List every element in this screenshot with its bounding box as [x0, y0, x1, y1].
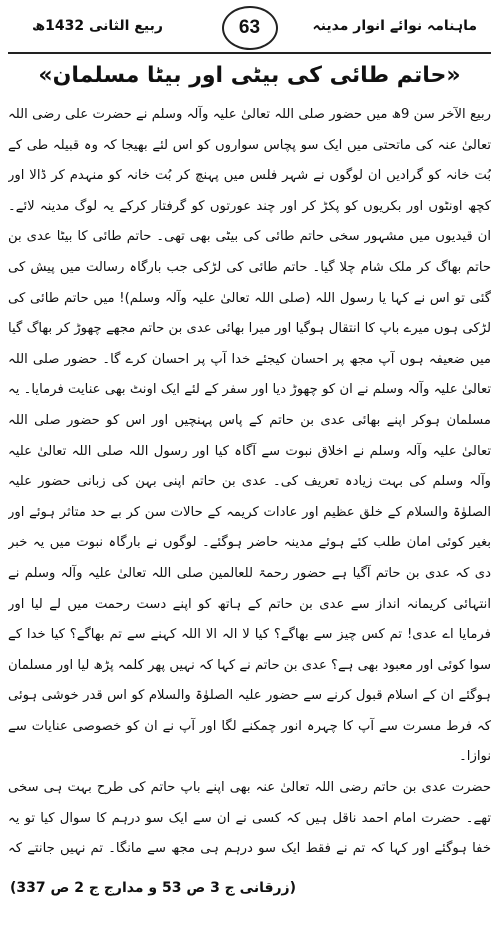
body-paragraph: ربیع الآخر سن 9ھ میں حضور صلی اللہ تعالیٰ علیہ وآلہ وسلم نے حضرت علی رضی اللہ تعالیٰ عنہ کی ماتحتی میں ایک سو پچاس سواروں کو اس لئے بھیجا کہ وہ قبیلہ طی کے بُت خانہ کو گرادیں ان لوگوں نے شہر فلس میں پہنچ کر بُت خانہ کو منہدم کر ڈالا اور کچھ اونٹوں اور بکریوں کو پکڑ کر اور چند عورتوں کو گرفتار کرکے یہ لوگ مدینہ لائے۔ ان قیدیوں میں مشہور سخی حاتم طائی کی بیٹی بھی تھی۔ حاتم طائی کا بیٹا عدی بن حاتم بھاگ کر ملک شام چلا گیا۔ حاتم طائی کی لڑکی جب بارگاہ رسالت میں پیش کی گئی تو اس نے کہا یا رسول اللہ (صلی اللہ تعالیٰ علیہ وآلہ وسلم)! میں حاتم طائی کی لڑکی ہوں میرے باپ کا انتقال ہوگیا اور میرا بھائی عدی بن حاتم مجھے چھوڑ کر بھاگ گیا میں ضعیفہ ہوں آپ مجھ پر احسان کیجئے خدا آپ پر احسان کرے گا۔ حضور صلی اللہ تعالیٰ علیہ وآلہ وسلم نے ان کو چھوڑ دیا اور سفر کے لئے ایک اونٹ بھی عنایت فرمایا۔ یہ مسلمان ہوکر اپنے بھائی عدی بن حاتم کے پاس پہنچیں اور اس کو حضور صلی اللہ تعالیٰ علیہ وآلہ وسلم نے اخلاق نبوت سے آگاہ کیا اور رسول اللہ صلی اللہ تعالیٰ علیہ وآلہ وسلم کی بہت زیادہ تعریف کی۔ عدی بن حاتم اپنی بہن کی زبانی حضور علیہ الصلوٰۃ والسلام کے خلق عظیم اور عادات کریمہ کے حالات سن کر بے حد متاثر ہوئے اور بغیر کوئی امان طلب کئے ہوئے مدینہ حاضر ہوگئے۔ لوگوں نے بارگاہ نبوت میں یہ خبر دی کہ عدی بن حاتم آگیا ہے حضور رحمۃ للعالمین صلی اللہ تعالیٰ علیہ وآلہ وسلم نے انتہائی کریمانہ انداز سے عدی بن حاتم کے ہاتھ کو اپنے دست رحمت میں لے لیا اور فرمایا اے عدی! تم کس چیز سے بھاگے؟ کیا لا الہ الا اللہ کہنے سے تم بھاگے؟ کیا خدا کے سوا کوئی اور معبود بھی ہے؟ عدی بن حاتم نے کہا کہ نہیں پھر کلمہ پڑھ لیا اور مسلمان ہوگئے ان کے اسلام قبول کرنے سے حضور علیہ الصلوٰۃ والسلام کو اس قدر خوشی ہوئی کہ فرط مسرت سے آپ کا چہرہ انور چمکنے لگا اور آپ نے ان کو خصوصی عنایات سے نوازا۔ — [8, 107, 491, 765]
page-header — [8, 6, 491, 50]
article-body — [8, 100, 491, 870]
magazine-name: ماہنامہ نوائے انوار مدینہ — [312, 18, 477, 34]
article-title: «حاتم طائی کی بیٹی اور بیٹا مسلمان» — [38, 63, 461, 88]
issue-date: ربیع الثانی 1432ھ — [32, 18, 163, 34]
source-reference: (زرقانی ج 3 ص 53 و مدارج ج 2 ص 337) — [10, 880, 297, 896]
body-paragraph: حضرت عدی بن حاتم رضی اللہ تعالیٰ عنہ بھی اپنے باپ حاتم کی طرح بہت ہی سخی تھے۔ حضرت امام احمد ناقل ہیں کہ کسی نے ان سے ایک سو درہم کا سوال کیا تو یہ خفا ہوگئے اور کہا کہ تم نے فقط ایک سو درہم ہی مجھ سے مانگا۔ تم نہیں جانتے کہ — [8, 780, 491, 857]
header-divider — [8, 52, 491, 54]
page-number-badge: 63 — [222, 6, 278, 50]
